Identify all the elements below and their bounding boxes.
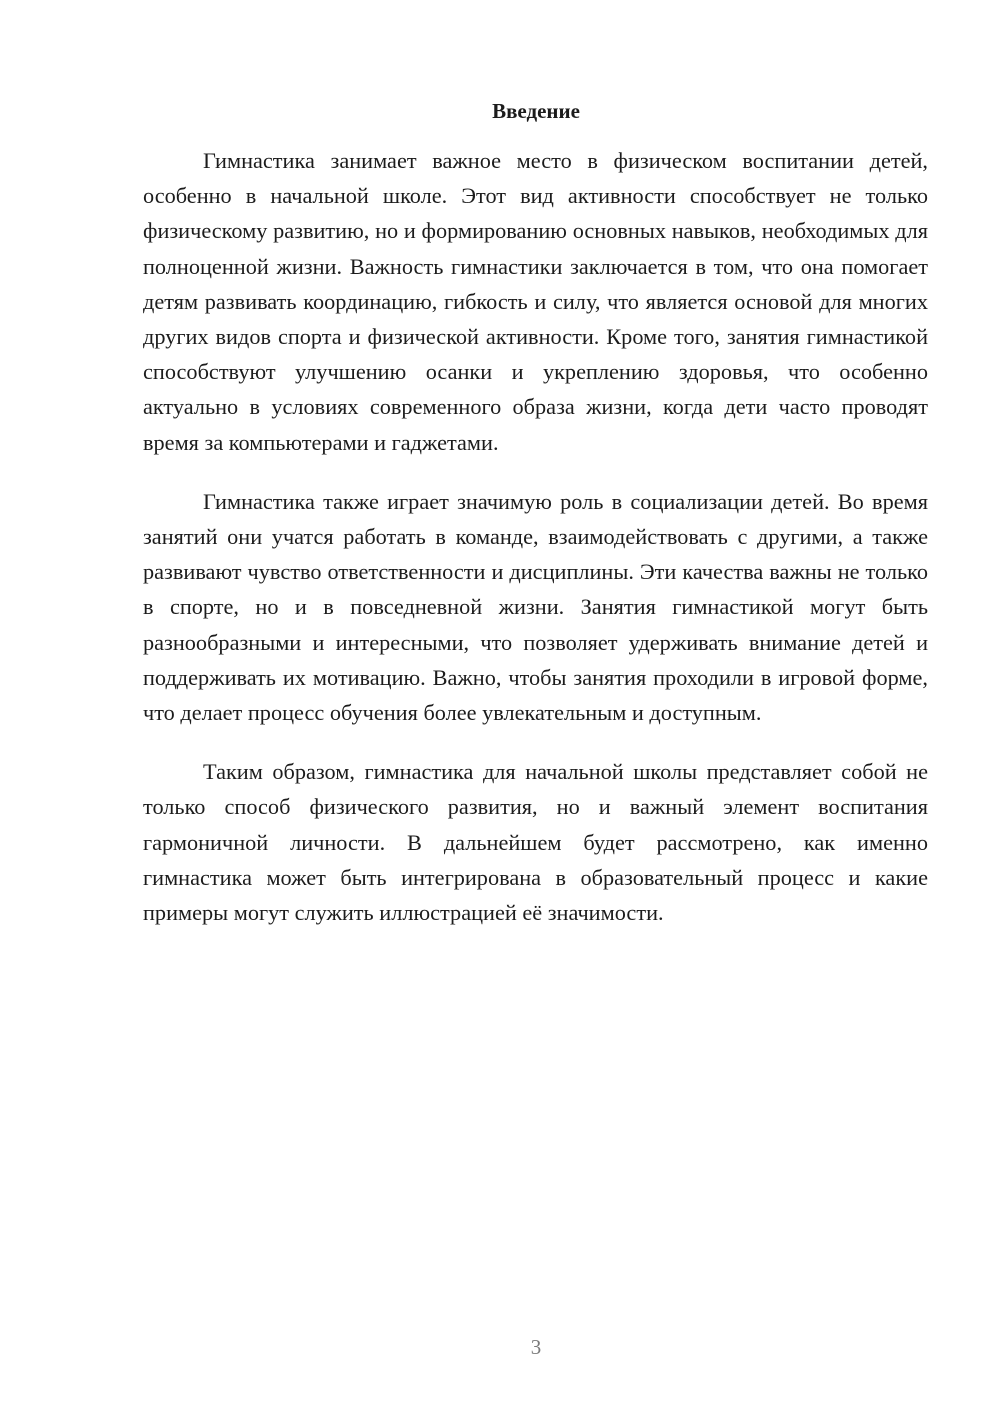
section-title: Введение [492, 99, 580, 123]
page-number: 3 [530, 1335, 542, 1359]
paragraph-2: Гимнастика также играет значимую роль в социализации детей. Во время занятий они учатся работать в команде, взаимодействовать с другими, а также развивают чувство ответственности и дисциплины. Эти качества важны не только в спорте, но и в повседневной жизни. Занятия гимнастикой могут быть разнообразными и интересными, что позволяет удерживать внимание детей и поддерживать их мотивацию. Важно, чтобы занятия проходили в игровой форме, что делает процесс обучения более увлекательным и доступным. [143, 488, 928, 726]
paragraph-1: Гимнастика занимает важное место в физическом воспитании детей, особенно в начальной школе. Этот вид активности способствует не только физическому развитию, но и формированию основных навыков, необходимых для полноценной жизни. Важность гимнастики заключается в том, что она помогает детям развивать координацию, гибкость и силу, что является основой для многих других видов спорта и физической активности. Кроме того, занятия гимнастикой способствуют улучшению осанки и укреплению здоровья, что особенно актуально в условиях современного образа жизни, когда дети часто проводят время за компьютерами и гаджетами. [143, 148, 928, 455]
body-text [143, 143, 928, 954]
paragraph-3: Таким образом, гимнастика для начальной школы представляет собой не только способ физического развития, но и важный элемент воспитания гармоничной личности. В дальнейшем будет рассмотрено, как именно гимнастика может быть интегрирована в образовательный процесс и какие примеры могут служить иллюстрацией её значимости. [143, 759, 928, 926]
